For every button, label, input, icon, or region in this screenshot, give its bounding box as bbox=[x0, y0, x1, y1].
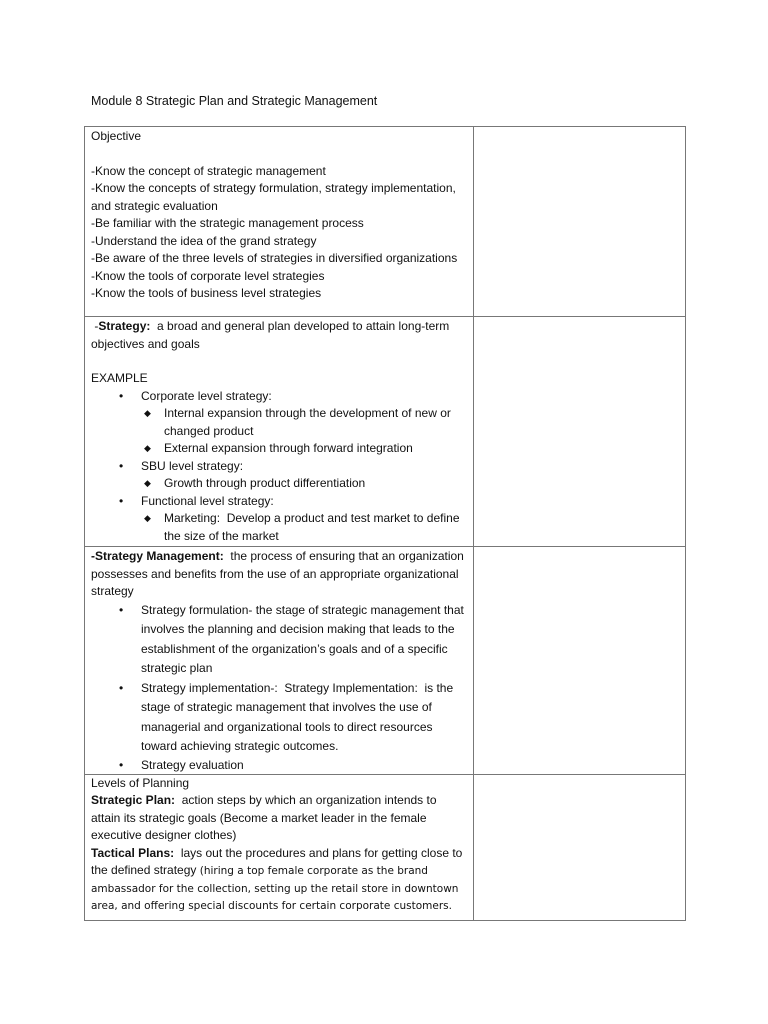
strategy-definition bbox=[91, 318, 469, 353]
strategic-plan-definition bbox=[91, 792, 469, 845]
strategy-def-text: a broad and general plan developed to attain long-term objectives and goals bbox=[91, 319, 453, 351]
corporate-sub-list bbox=[141, 405, 469, 458]
strategy-cell bbox=[85, 317, 474, 547]
functional-sub-list bbox=[141, 510, 469, 545]
planning-cell bbox=[85, 774, 474, 921]
table-row-objective bbox=[85, 127, 686, 317]
notes-cell bbox=[474, 127, 686, 317]
objective-item: -Be aware of the three levels of strategies in diversified organizations bbox=[91, 251, 458, 265]
list-item bbox=[141, 458, 469, 493]
list-item bbox=[141, 388, 469, 458]
strategic-plan-text: action steps by which an organization intends to attain its strategic goals (Become a market leader in the female executive designer clothes) bbox=[91, 793, 440, 842]
notes-cell bbox=[474, 774, 686, 921]
strategic-plan-term: Strategic Plan: bbox=[91, 793, 176, 807]
management-definition bbox=[91, 548, 469, 601]
strategy-prefix: - bbox=[91, 319, 99, 333]
table-row-planning bbox=[85, 774, 686, 921]
management-stage-list bbox=[91, 601, 469, 774]
notes-cell bbox=[474, 547, 686, 775]
list-item: • Strategy formulation- the stage of strategic management that involves the planning and decision making that leads to the establishment of the organization’s goals and of a specific strategic plan bbox=[141, 601, 469, 679]
sbu-sub-list bbox=[141, 475, 469, 493]
table-row-management bbox=[85, 547, 686, 775]
list-item bbox=[141, 493, 469, 546]
objective-item: -Know the concept of strategic management bbox=[91, 163, 326, 178]
tactical-plan-example: (hiring a top female corporate as the brand ambassador for the collection, setting up the retail store in downtown area, and offering special discounts for certain corporate customers. bbox=[91, 865, 459, 912]
functional-level-label: Functional level strategy: bbox=[141, 493, 274, 508]
example-heading: EXAMPLE bbox=[91, 371, 148, 385]
list-item: • Strategy implementation-: Strategy Implementation: is the stage of strategic management that involves the use of managerial and organizational tools to direct resources toward achieving strategic outcomes. bbox=[141, 679, 469, 757]
objective-item: -Understand the idea of the grand strategy bbox=[91, 233, 317, 248]
objective-item: -Know the tools of corporate level strategies bbox=[91, 268, 325, 283]
list-item: ◆ Internal expansion through the development of new or changed product bbox=[164, 405, 469, 440]
objective-heading: Objective bbox=[91, 129, 142, 143]
objective-item: -Know the tools of business level strategies bbox=[91, 286, 322, 300]
objective-item: -Know the concepts of strategy formulation, strategy implementation, and strategic evaluation bbox=[91, 181, 456, 213]
list-item: ◆ External expansion through forward integration bbox=[164, 440, 469, 458]
planning-heading: Levels of Planning bbox=[91, 775, 190, 790]
tactical-plan-definition bbox=[91, 845, 469, 915]
strategy-level-list bbox=[91, 388, 469, 546]
sbu-level-label: SBU level strategy: bbox=[141, 458, 244, 473]
document-title: Module 8 Strategic Plan and Strategic Management bbox=[91, 94, 378, 108]
notes-cell bbox=[474, 317, 686, 547]
strategy-term: Strategy: bbox=[98, 319, 151, 333]
notes-table bbox=[84, 126, 686, 921]
management-def-text: the process of ensuring that an organization possesses and benefits from the use of an appropriate organizational strategy bbox=[91, 549, 468, 598]
table-row-strategy bbox=[85, 317, 686, 547]
objective-cell bbox=[85, 127, 474, 317]
objective-item: -Be familiar with the strategic management process bbox=[91, 216, 364, 230]
management-cell bbox=[85, 547, 474, 775]
list-item: • Strategy evaluation bbox=[141, 757, 469, 774]
list-item: ◆ Growth through product differentiation bbox=[164, 475, 469, 493]
tactical-plan-text: lays out the procedures and plans for getting close to the defined strategy bbox=[91, 845, 466, 877]
management-term: -Strategy Management: bbox=[91, 549, 224, 563]
corporate-level-label: Corporate level strategy: bbox=[141, 388, 272, 403]
list-item: ◆ Marketing: Develop a product and test market to define the size of the market bbox=[164, 510, 469, 545]
tactical-plan-term: Tactical Plans: bbox=[91, 845, 175, 860]
